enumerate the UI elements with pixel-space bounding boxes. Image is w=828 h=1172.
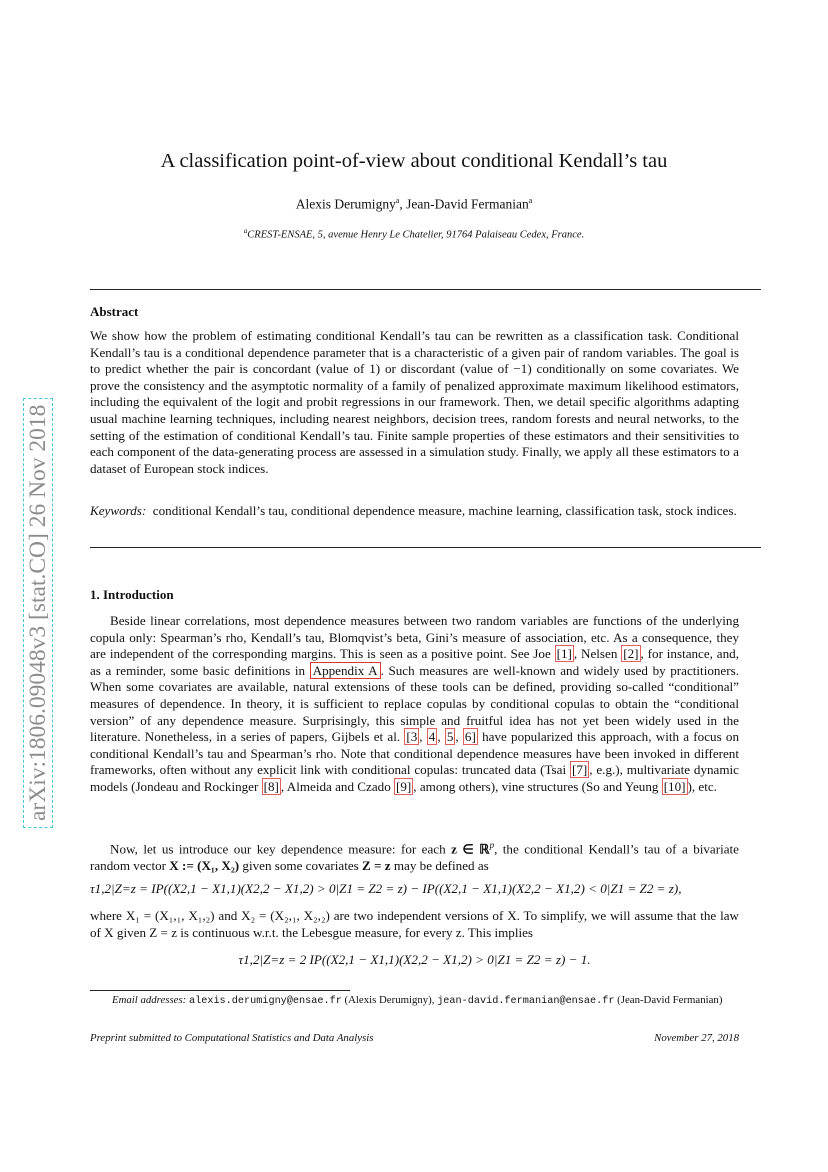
keywords-label: Keywords: — [90, 503, 147, 518]
abstract-top-rule — [90, 289, 761, 290]
abstract-body — [90, 328, 739, 477]
paper-title: A classification point-of-view about conditional Kendall’s tau — [160, 150, 668, 172]
abstract-text: We show how the problem of estimating conditional Kendall’s tau can be rewritten as a classification task. Conditional Kendall’s tau is a conditional dependence parameter that is a characteristic of a given pair of random variables. The goal is to predict whether the pair is concordant (value of 1) or discordant (value of −1) conditionally on some covariates. We prove the consistency and the asymptotic normality of a family of penalized approximate maximum likelihood estimators, including the equivalent of the logit and probit regressions in our framework. Then, we detail specific algorithms adapting usual machine learning techniques, including nearest neighbors, decision trees, random forests and neural networks, to the setting of the estimation of conditional Kendall’s tau. Finite sample properties of these estimators and their sensitivities to each component of the data-generating process are assessed in a simulation study. Finally, we apply all these estimators to a dataset of European stock indices. — [90, 328, 739, 476]
equation-kendall-tau-simplified: τ1,2|Z=z = 2 IP((X2,1 − X1,1)(X2,2 − X1,2) > 0|Z1 = Z2 = z) − 1. — [238, 952, 591, 967]
citation-link[interactable]: [3 — [406, 729, 418, 745]
intro-text: , for instance, and, as a reminder, some basic definitions in — [90, 646, 739, 678]
intro-paragraph-3 — [90, 908, 739, 941]
abstract-heading: Abstract — [90, 304, 139, 319]
intro-text: where X₁ = (X₁,₁, X₁,₂) and X₂ = (X₂,₁, X₂,₂) are two independent versions of X. To simplify, we will assume that the law of X given Z = z is continuous w.r.t. the Lebesgue measure, for every z. This implies — [90, 908, 739, 940]
abstract-bottom-rule — [90, 547, 761, 548]
email-link[interactable]: jean-david.fermanian@ensae.fr — [437, 996, 615, 1007]
intro-text: , Nelsen — [573, 646, 622, 662]
author-2: , Jean-David Fermanian — [399, 196, 529, 212]
footnote-label: Email addresses: — [112, 994, 187, 1006]
appendix-a-link[interactable]: Appendix A — [310, 662, 381, 679]
intro-text: Now, let us introduce our key dependence measure: for each — [110, 841, 452, 857]
citation-link[interactable]: 6] — [464, 729, 476, 745]
intro-text: , among others), vine structures (So and Yeung — [413, 778, 662, 794]
citation-separator: , — [437, 729, 445, 745]
citation-separator: , — [419, 729, 427, 745]
footnote-rule — [90, 990, 350, 991]
author-1: Alexis Derumigny — [295, 196, 396, 212]
intro-text: given some covariates — [239, 857, 363, 873]
affiliation-line — [0, 227, 828, 241]
journal-note: Preprint submitted to Computational Statistics and Data Analysis — [90, 1032, 374, 1044]
math-exponent: p — [489, 840, 495, 850]
equation-conditional-kendall-tau: τ1,2|Z=z = IP((X2,1 − X1,1)(X2,2 − X1,2) > 0|Z1 = Z2 = z) − IP((X2,1 − X1,1)(X2,2 − X1,2) < 0|Z1 = Z2 = z), — [90, 881, 682, 896]
page-date: November 27, 2018 — [654, 1032, 739, 1044]
author-1-affil-mark: a — [395, 196, 400, 205]
citation-link[interactable]: [10] — [663, 778, 686, 794]
math-z-eq: Z = z — [362, 857, 391, 873]
keywords-text: conditional Kendall’s tau, conditional dependence measure, machine learning, classification task, stock indices. — [152, 503, 737, 518]
email-link[interactable]: alexis.derumigny@ensae.fr — [188, 996, 342, 1007]
citation-separator: , — [455, 729, 463, 745]
section-heading-introduction: 1. Introduction — [90, 587, 174, 602]
intro-text: have popularized this approach, with a focus on conditional Kendall’s tau and Spearman’s rho. Note that conditional dependence measures have been invoked in different frameworks, often without any explicit link with conditional copulas: truncated data (Tsai — [90, 729, 739, 778]
intro-text: Beside linear correlations, most dependence measures between two random variables are functions of the underlying copula only: Spearman’s rho, Kendall’s tau, Blomqvist’s beta, Gini’s measure of association, etc. As a consequence, they are independent of the corresponding margins. This is seen as a positive point. See Joe — [90, 613, 739, 662]
intro-paragraph-1 — [90, 613, 739, 796]
math-z: z ∈ ℝ — [451, 841, 490, 857]
intro-text: . Such measures are well-known and widely used by practitioners. When some covariates are available, natural extensions of these tools can be defined, providing so-called “conditional” measures of dependence. In theory, it is sufficient to replace copulas by conditional copulas to obtain the “conditional version” of any dependence measure. Surprisingly, this simple and fruitful idea has not yet been widely used in the literature. Nonetheless, in a series of papers, Gijbels et al. — [90, 662, 739, 745]
intro-text: may be defined as — [390, 857, 489, 873]
author-2-affil-mark: a — [528, 196, 533, 205]
footnote-emails — [90, 993, 739, 1009]
intro-text: , Almeida and Czado — [280, 778, 395, 794]
authors-line — [0, 196, 828, 213]
citation-link[interactable]: 5 — [446, 729, 454, 745]
citation-link[interactable]: [8] — [263, 778, 279, 794]
citation-link[interactable]: [9] — [396, 778, 412, 794]
footnote-text: (Alexis Derumigny), — [341, 994, 438, 1006]
math-x: X := (X₁, X₂) — [169, 857, 240, 873]
intro-paragraph-2 — [90, 837, 739, 875]
footnote-text: (Jean-David Fermanian) — [614, 994, 723, 1006]
intro-text: , e.g.), multivariate dynamic models (Jondeau and Rockinger — [90, 762, 739, 794]
affiliation-mark: a — [243, 227, 248, 235]
affiliation: CREST-ENSAE, 5, avenue Henry Le Chatelier, 91764 Palaiseau Cedex, France. — [247, 229, 585, 241]
intro-text: ), etc. — [687, 778, 717, 794]
intro-text: , the conditional Kendall’s tau of a bivariate random vector — [90, 841, 739, 873]
citation-link[interactable]: [7] — [571, 762, 588, 778]
keywords-block — [90, 503, 739, 520]
citation-link[interactable]: [1] — [556, 646, 572, 662]
citation-link[interactable]: 4 — [428, 729, 436, 745]
arxiv-identifier[interactable]: arXiv:1806.09048v3 [stat.CO] 26 Nov 2018 — [23, 398, 53, 828]
citation-link[interactable]: [2] — [623, 646, 639, 662]
